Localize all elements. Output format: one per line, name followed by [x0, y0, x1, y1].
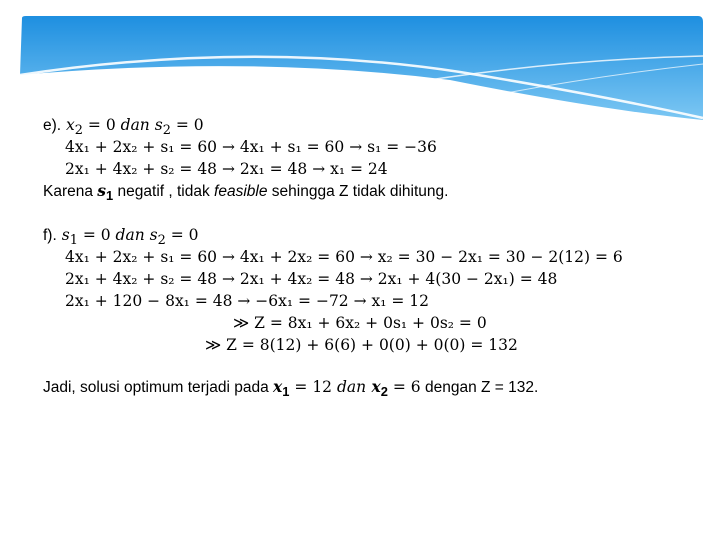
conclusion-mid: negatif , tidak — [113, 183, 215, 200]
solution-sentence — [43, 376, 538, 398]
conclusion-var: s — [97, 181, 107, 200]
solution-mid: = 12 — [289, 378, 337, 396]
e-sub2: 2 — [74, 123, 83, 139]
e-dan: dan — [120, 116, 150, 134]
conclusion-pre: Karena — [43, 183, 98, 200]
section-f-line4: ≫ Z = 8x₁ + 6x₂ + 0s₁ + 0s₂ = 0 — [233, 314, 487, 332]
f-var-s2: s — [144, 226, 158, 244]
section-e-heading — [43, 114, 204, 139]
e-var-x2: x — [66, 116, 75, 134]
f-eq1: = 0 — [165, 226, 199, 244]
f-dan: dan — [115, 226, 145, 244]
section-f-line5: ≫ Z = 8(12) + 6(6) + 0(0) + 0(0) = 132 — [205, 336, 518, 354]
solution-dan: dan — [336, 378, 367, 396]
section-e-line2: 2x₁ + 4x₂ + s₂ = 48 → 2x₁ = 48 → x₁ = 24 — [65, 160, 388, 178]
f-eq0: = 0 — [77, 226, 116, 244]
solution-post-eq: = 6 — [387, 378, 421, 396]
solution-x2: x — [366, 377, 381, 396]
solution-x1: x — [273, 377, 283, 396]
section-f-line1: 4x₁ + 2x₂ + s₁ = 60 → 4x₁ + 2x₂ = 60 → x₂ = 30 − 2x₁ = 30 − 2(12) = 6 — [65, 248, 623, 266]
section-f-line3: 2x₁ + 120 − 8x₁ = 48 → −6x₁ = −72 → x₁ = 12 — [65, 292, 430, 310]
section-f-line2: 2x₁ + 4x₂ + s₂ = 48 → 2x₁ + 4x₂ = 48 → 2x₁ + 4(30 − 2x₁) = 48 — [65, 270, 558, 288]
conclusion-var-sub: 1 — [106, 188, 114, 204]
section-e-label: e). — [43, 117, 62, 134]
f-ssub2: 2 — [157, 233, 166, 249]
solution-pre: Jadi, solusi optimum terjadi pada — [43, 379, 274, 396]
header-banner — [0, 0, 720, 130]
e-eq1: = 0 — [170, 116, 204, 134]
section-e-conclusion — [43, 180, 448, 202]
solution-x2-sub: 2 — [380, 384, 388, 400]
section-e-line1: 4x₁ + 2x₂ + s₁ = 60 → 4x₁ + s₁ = 60 → s₁ = −36 — [65, 138, 437, 156]
solution-post: dengan Z = 132. — [420, 379, 539, 396]
conclusion-emph: feasible — [214, 183, 268, 200]
e-eq0: = 0 — [83, 116, 121, 134]
f-var-s1: s — [61, 226, 70, 244]
section-f-heading — [43, 224, 199, 249]
solution-x1-sub: 1 — [282, 384, 290, 400]
section-f-label: f). — [43, 227, 57, 244]
e-ssub2: 2 — [162, 123, 171, 139]
conclusion-post: sehingga Z tidak dihitung. — [267, 183, 449, 200]
e-var-s2: s — [149, 116, 163, 134]
f-sub1: 1 — [69, 233, 78, 249]
